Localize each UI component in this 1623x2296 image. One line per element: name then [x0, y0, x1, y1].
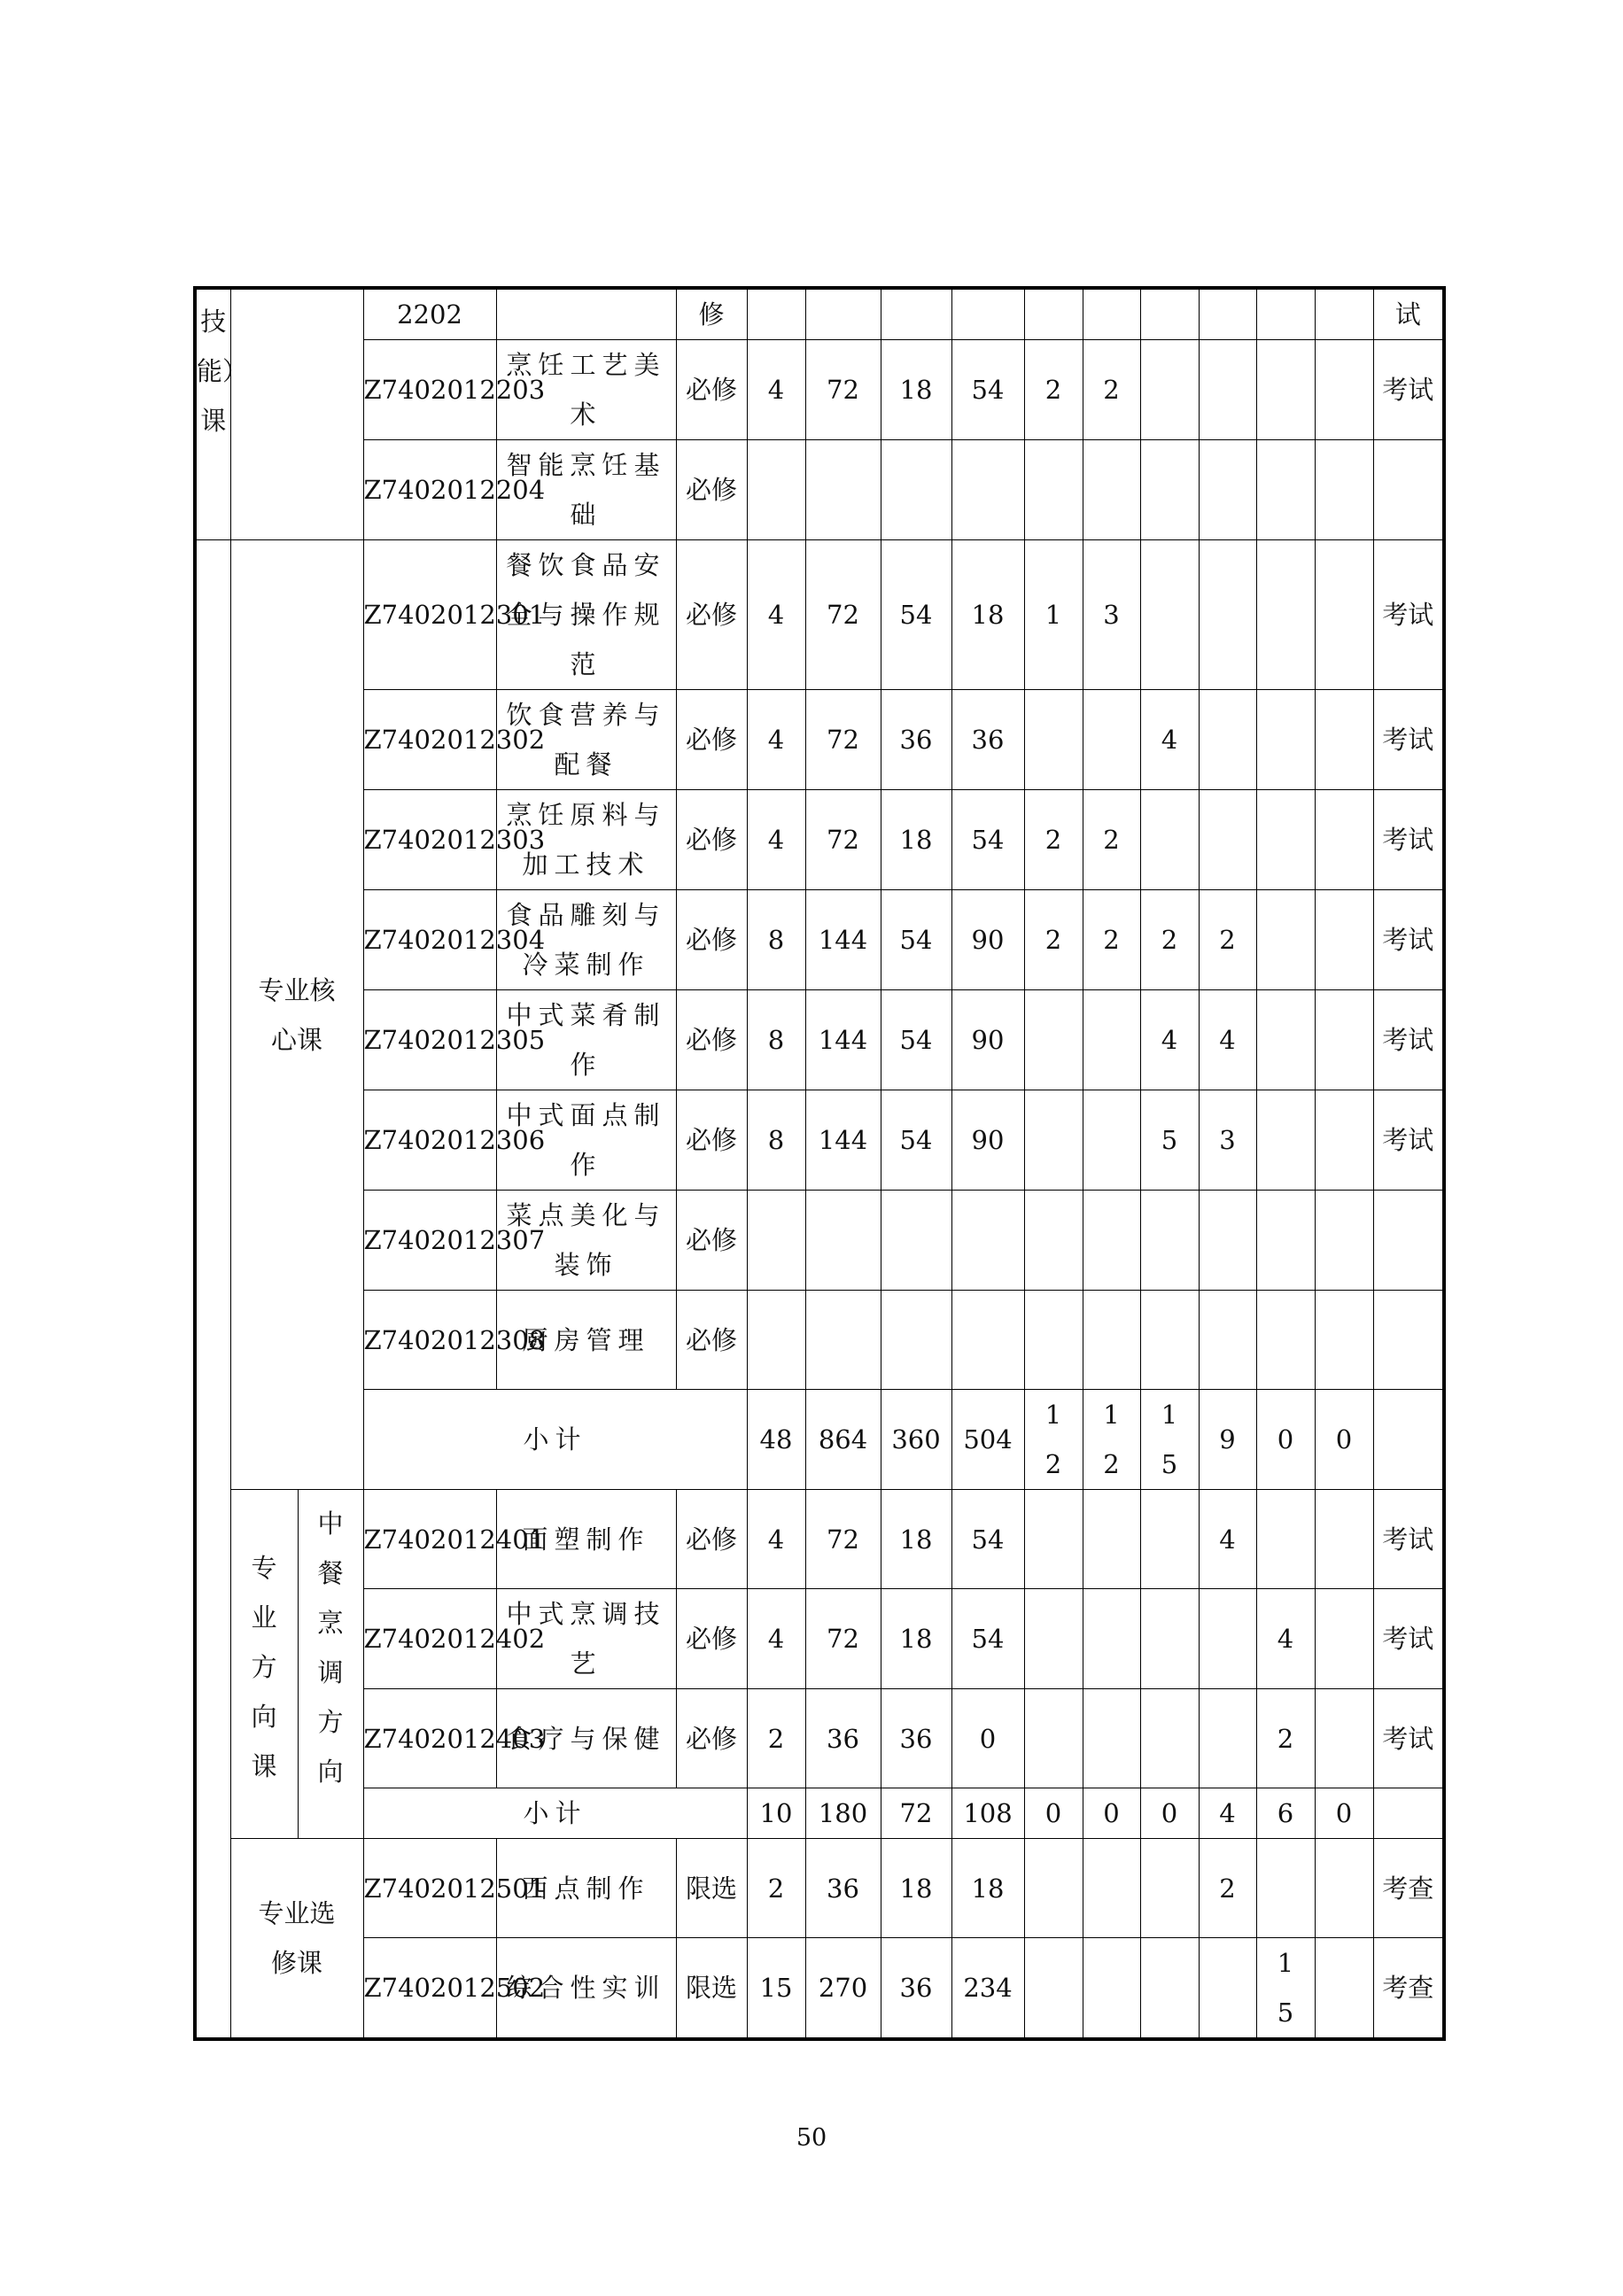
semester-5: 6 — [1256, 1788, 1315, 1839]
semester-5 — [1256, 790, 1315, 890]
course-code: Z7402012305 — [363, 990, 496, 1090]
semester-5 — [1256, 288, 1315, 340]
course-code: Z7402012204 — [363, 440, 496, 540]
assessment: 考试 — [1373, 1490, 1444, 1589]
semester-1: 2 — [1024, 890, 1083, 990]
semester-4: 3 — [1199, 1090, 1256, 1191]
semester-6 — [1315, 1689, 1373, 1788]
semester-3 — [1140, 1490, 1199, 1589]
assessment: 考查 — [1373, 1839, 1444, 1938]
assessment: 考试 — [1373, 790, 1444, 890]
semester-3 — [1140, 440, 1199, 540]
credits: 48 — [747, 1390, 805, 1490]
semester-6 — [1315, 990, 1373, 1090]
course-name: 食疗与保健 — [496, 1689, 676, 1788]
category-outer-cell: 技能）课 — [195, 288, 230, 540]
total-hours — [805, 1191, 881, 1291]
practice-hours: 36 — [951, 690, 1024, 790]
theory-hours — [881, 1191, 951, 1291]
semester-6 — [1315, 1090, 1373, 1191]
assessment: 考试 — [1373, 990, 1444, 1090]
course-code: Z7402012203 — [363, 340, 496, 440]
assessment — [1373, 1788, 1444, 1839]
semester-3: 4 — [1140, 690, 1199, 790]
semester-5 — [1256, 1090, 1315, 1191]
practice-hours: 90 — [951, 890, 1024, 990]
practice-hours — [951, 440, 1024, 540]
theory-hours: 18 — [881, 790, 951, 890]
semester-2: 3 — [1083, 540, 1140, 690]
semester-4 — [1199, 690, 1256, 790]
table-row — [195, 1938, 1444, 2040]
course-code: Z7402012502 — [363, 1938, 496, 2040]
semester-5: 2 — [1256, 1689, 1315, 1788]
semester-1 — [1024, 1291, 1083, 1390]
assessment — [1373, 1390, 1444, 1490]
semester-2 — [1083, 1490, 1140, 1589]
course-code: Z7402012306 — [363, 1090, 496, 1191]
semester-3 — [1140, 1589, 1199, 1689]
table-row — [195, 1689, 1444, 1788]
semester-3 — [1140, 1291, 1199, 1390]
semester-6 — [1315, 340, 1373, 440]
credits: 15 — [747, 1938, 805, 2040]
assessment: 考试 — [1373, 690, 1444, 790]
semester-4 — [1199, 540, 1256, 690]
course-type: 必修 — [676, 890, 747, 990]
course-code: Z7402012501 — [363, 1839, 496, 1938]
credits: 8 — [747, 990, 805, 1090]
credits — [747, 1291, 805, 1390]
semester-6 — [1315, 1589, 1373, 1689]
semester-3 — [1140, 1689, 1199, 1788]
assessment: 考试 — [1373, 1589, 1444, 1689]
category-direction-sub: 中餐烹调方向 — [298, 1490, 363, 1839]
category-outer-cell-cont — [195, 540, 230, 2040]
practice-hours: 90 — [951, 990, 1024, 1090]
course-name: 烹饪原料与加工技术 — [496, 790, 676, 890]
course-type: 必修 — [676, 440, 747, 540]
credits: 8 — [747, 1090, 805, 1191]
semester-5 — [1256, 690, 1315, 790]
theory-hours: 18 — [881, 1839, 951, 1938]
semester-6 — [1315, 1191, 1373, 1291]
semester-1 — [1024, 990, 1083, 1090]
semester-2: 2 — [1083, 790, 1140, 890]
course-name: 食品雕刻与冷菜制作 — [496, 890, 676, 990]
practice-hours: 0 — [951, 1689, 1024, 1788]
course-type: 必修 — [676, 1291, 747, 1390]
credits: 4 — [747, 1589, 805, 1689]
semester-5: 0 — [1256, 1390, 1315, 1490]
assessment — [1373, 440, 1444, 540]
semester-6 — [1315, 790, 1373, 890]
semester-4 — [1199, 1938, 1256, 2040]
semester-1 — [1024, 1839, 1083, 1938]
semester-1 — [1024, 1589, 1083, 1689]
semester-6: 0 — [1315, 1390, 1373, 1490]
semester-4 — [1199, 288, 1256, 340]
total-hours: 270 — [805, 1938, 881, 2040]
total-hours: 72 — [805, 540, 881, 690]
total-hours: 72 — [805, 1589, 881, 1689]
semester-6 — [1315, 1490, 1373, 1589]
semester-1 — [1024, 1490, 1083, 1589]
semester-1: 0 — [1024, 1788, 1083, 1839]
table-row — [195, 690, 1444, 790]
theory-hours: 54 — [881, 990, 951, 1090]
semester-3: 0 — [1140, 1788, 1199, 1839]
assessment: 考查 — [1373, 1938, 1444, 2040]
table-row — [195, 1291, 1444, 1390]
total-hours: 144 — [805, 1090, 881, 1191]
practice-hours: 234 — [951, 1938, 1024, 2040]
total-hours: 72 — [805, 340, 881, 440]
table-row — [195, 340, 1444, 440]
semester-1: 2 — [1024, 790, 1083, 890]
semester-6 — [1315, 440, 1373, 540]
semester-1 — [1024, 1689, 1083, 1788]
course-code: 2202 — [363, 288, 496, 340]
credits: 2 — [747, 1839, 805, 1938]
course-code: Z7402012308 — [363, 1291, 496, 1390]
course-type: 必修 — [676, 1191, 747, 1291]
theory-hours: 36 — [881, 1689, 951, 1788]
semester-6 — [1315, 690, 1373, 790]
semester-2 — [1083, 1589, 1140, 1689]
credits: 4 — [747, 690, 805, 790]
semester-4: 4 — [1199, 1788, 1256, 1839]
course-name: 综合性实训 — [496, 1938, 676, 2040]
semester-6 — [1315, 890, 1373, 990]
semester-2 — [1083, 1090, 1140, 1191]
theory-hours — [881, 1291, 951, 1390]
semester-6 — [1315, 288, 1373, 340]
course-name: 中式烹调技艺 — [496, 1589, 676, 1689]
course-type: 必修 — [676, 1689, 747, 1788]
course-code: Z7402012302 — [363, 690, 496, 790]
course-name: 中式面点制作 — [496, 1090, 676, 1191]
total-hours: 864 — [805, 1390, 881, 1490]
theory-hours: 54 — [881, 540, 951, 690]
semester-4: 4 — [1199, 1490, 1256, 1589]
theory-hours: 54 — [881, 890, 951, 990]
semester-1 — [1024, 690, 1083, 790]
course-name: 菜点美化与装饰 — [496, 1191, 676, 1291]
semester-3: 15 — [1140, 1390, 1199, 1490]
semester-5 — [1256, 540, 1315, 690]
course-name: 面塑制作 — [496, 1490, 676, 1589]
semester-6 — [1315, 1291, 1373, 1390]
assessment — [1373, 1191, 1444, 1291]
practice-hours: 54 — [951, 790, 1024, 890]
total-hours: 180 — [805, 1788, 881, 1839]
course-type: 限选 — [676, 1839, 747, 1938]
theory-hours — [881, 440, 951, 540]
credits: 2 — [747, 1689, 805, 1788]
credits — [747, 288, 805, 340]
semester-6 — [1315, 1938, 1373, 2040]
course-type: 修 — [676, 288, 747, 340]
assessment: 考试 — [1373, 890, 1444, 990]
semester-3 — [1140, 1938, 1199, 2040]
semester-2 — [1083, 1191, 1140, 1291]
credits: 10 — [747, 1788, 805, 1839]
subtotal-row — [195, 1390, 1444, 1490]
subtotal-label: 小计 — [363, 1390, 747, 1490]
table-row — [195, 440, 1444, 540]
credits: 4 — [747, 1490, 805, 1589]
semester-2 — [1083, 990, 1140, 1090]
assessment: 考试 — [1373, 1090, 1444, 1191]
practice-hours: 90 — [951, 1090, 1024, 1191]
course-type: 必修 — [676, 1589, 747, 1689]
semester-2 — [1083, 1839, 1140, 1938]
semester-2 — [1083, 288, 1140, 340]
semester-2: 0 — [1083, 1788, 1140, 1839]
semester-4: 9 — [1199, 1390, 1256, 1490]
curriculum-table — [193, 286, 1446, 2041]
theory-hours: 18 — [881, 1589, 951, 1689]
semester-4 — [1199, 1191, 1256, 1291]
table-row — [195, 1490, 1444, 1589]
theory-hours — [881, 288, 951, 340]
semester-5: 4 — [1256, 1589, 1315, 1689]
course-type: 限选 — [676, 1938, 747, 2040]
semester-1 — [1024, 440, 1083, 540]
category-direction: 专业方向课 — [230, 1490, 298, 1839]
semester-2: 2 — [1083, 340, 1140, 440]
semester-6 — [1315, 1839, 1373, 1938]
table-row — [195, 288, 1444, 340]
course-type: 必修 — [676, 690, 747, 790]
semester-2 — [1083, 1938, 1140, 2040]
assessment: 考试 — [1373, 540, 1444, 690]
semester-6: 0 — [1315, 1788, 1373, 1839]
semester-2: 12 — [1083, 1390, 1140, 1490]
semester-1 — [1024, 1938, 1083, 2040]
course-type: 必修 — [676, 1090, 747, 1191]
practice-hours: 54 — [951, 1490, 1024, 1589]
practice-hours — [951, 1191, 1024, 1291]
table-row — [195, 1090, 1444, 1191]
total-hours — [805, 1291, 881, 1390]
theory-hours: 54 — [881, 1090, 951, 1191]
semester-2 — [1083, 690, 1140, 790]
semester-5 — [1256, 990, 1315, 1090]
total-hours: 144 — [805, 890, 881, 990]
page-number: 50 — [796, 2124, 827, 2152]
course-code: Z7402012403 — [363, 1689, 496, 1788]
subtotal-label: 小计 — [363, 1788, 747, 1839]
semester-2: 2 — [1083, 890, 1140, 990]
course-name: 西点制作 — [496, 1839, 676, 1938]
course-code: Z7402012401 — [363, 1490, 496, 1589]
practice-hours: 504 — [951, 1390, 1024, 1490]
course-code: Z7402012301 — [363, 540, 496, 690]
credits — [747, 1191, 805, 1291]
semester-5 — [1256, 1490, 1315, 1589]
semester-3 — [1140, 790, 1199, 890]
semester-5 — [1256, 340, 1315, 440]
semester-3: 5 — [1140, 1090, 1199, 1191]
semester-4: 2 — [1199, 890, 1256, 990]
semester-5 — [1256, 1291, 1315, 1390]
semester-1: 12 — [1024, 1390, 1083, 1490]
course-name: 中式菜肴制作 — [496, 990, 676, 1090]
semester-4: 2 — [1199, 1839, 1256, 1938]
course-type: 必修 — [676, 790, 747, 890]
table-row — [195, 1839, 1444, 1938]
table-row — [195, 1589, 1444, 1689]
semester-4 — [1199, 440, 1256, 540]
course-code: Z7402012303 — [363, 790, 496, 890]
table-row — [195, 540, 1444, 690]
course-name: 烹饪工艺美术 — [496, 340, 676, 440]
theory-hours: 36 — [881, 690, 951, 790]
semester-5 — [1256, 1191, 1315, 1291]
table-row — [195, 790, 1444, 890]
semester-3 — [1140, 288, 1199, 340]
category-core: 专业核心课 — [230, 540, 363, 1490]
practice-hours — [951, 288, 1024, 340]
course-code: Z7402012402 — [363, 1589, 496, 1689]
semester-4 — [1199, 1589, 1256, 1689]
practice-hours — [951, 1291, 1024, 1390]
credits: 4 — [747, 540, 805, 690]
semester-1 — [1024, 1090, 1083, 1191]
semester-3: 2 — [1140, 890, 1199, 990]
theory-hours: 18 — [881, 340, 951, 440]
course-name: 厨房管理 — [496, 1291, 676, 1390]
course-name — [496, 288, 676, 340]
semester-4 — [1199, 790, 1256, 890]
course-code: Z7402012307 — [363, 1191, 496, 1291]
course-name: 餐饮食品安全与操作规范 — [496, 540, 676, 690]
semester-1 — [1024, 1191, 1083, 1291]
semester-5 — [1256, 890, 1315, 990]
semester-1: 1 — [1024, 540, 1083, 690]
table-row — [195, 990, 1444, 1090]
total-hours: 36 — [805, 1839, 881, 1938]
theory-hours: 72 — [881, 1788, 951, 1839]
practice-hours: 54 — [951, 340, 1024, 440]
practice-hours: 108 — [951, 1788, 1024, 1839]
assessment: 考试 — [1373, 340, 1444, 440]
total-hours: 72 — [805, 790, 881, 890]
semester-3 — [1140, 1839, 1199, 1938]
total-hours: 36 — [805, 1689, 881, 1788]
semester-2 — [1083, 440, 1140, 540]
table-row — [195, 1191, 1444, 1291]
practice-hours: 18 — [951, 540, 1024, 690]
course-type: 必修 — [676, 1490, 747, 1589]
semester-3: 4 — [1140, 990, 1199, 1090]
credits: 4 — [747, 340, 805, 440]
subtotal-row — [195, 1788, 1444, 1839]
course-type: 必修 — [676, 540, 747, 690]
total-hours: 72 — [805, 1490, 881, 1589]
total-hours — [805, 288, 881, 340]
course-type: 必修 — [676, 340, 747, 440]
semester-5 — [1256, 1839, 1315, 1938]
semester-4: 4 — [1199, 990, 1256, 1090]
category-elective: 专业选修课 — [230, 1839, 363, 2040]
semester-4 — [1199, 340, 1256, 440]
course-name: 饮食营养与配餐 — [496, 690, 676, 790]
semester-2 — [1083, 1689, 1140, 1788]
total-hours: 72 — [805, 690, 881, 790]
practice-hours: 54 — [951, 1589, 1024, 1689]
assessment — [1373, 1291, 1444, 1390]
theory-hours: 36 — [881, 1938, 951, 2040]
semester-3 — [1140, 540, 1199, 690]
semester-6 — [1315, 540, 1373, 690]
total-hours — [805, 440, 881, 540]
semester-3 — [1140, 340, 1199, 440]
category-cell — [230, 288, 363, 540]
course-code: Z7402012304 — [363, 890, 496, 990]
table-row — [195, 890, 1444, 990]
semester-2 — [1083, 1291, 1140, 1390]
semester-1 — [1024, 288, 1083, 340]
assessment: 考试 — [1373, 1689, 1444, 1788]
credits: 8 — [747, 890, 805, 990]
practice-hours: 18 — [951, 1839, 1024, 1938]
total-hours: 144 — [805, 990, 881, 1090]
theory-hours: 360 — [881, 1390, 951, 1490]
semester-3 — [1140, 1191, 1199, 1291]
course-name: 智能烹饪基础 — [496, 440, 676, 540]
semester-4 — [1199, 1291, 1256, 1390]
credits: 4 — [747, 790, 805, 890]
semester-5 — [1256, 440, 1315, 540]
theory-hours: 18 — [881, 1490, 951, 1589]
course-type: 必修 — [676, 990, 747, 1090]
assessment: 试 — [1373, 288, 1444, 340]
semester-1: 2 — [1024, 340, 1083, 440]
semester-5: 15 — [1256, 1938, 1315, 2040]
semester-4 — [1199, 1689, 1256, 1788]
credits — [747, 440, 805, 540]
